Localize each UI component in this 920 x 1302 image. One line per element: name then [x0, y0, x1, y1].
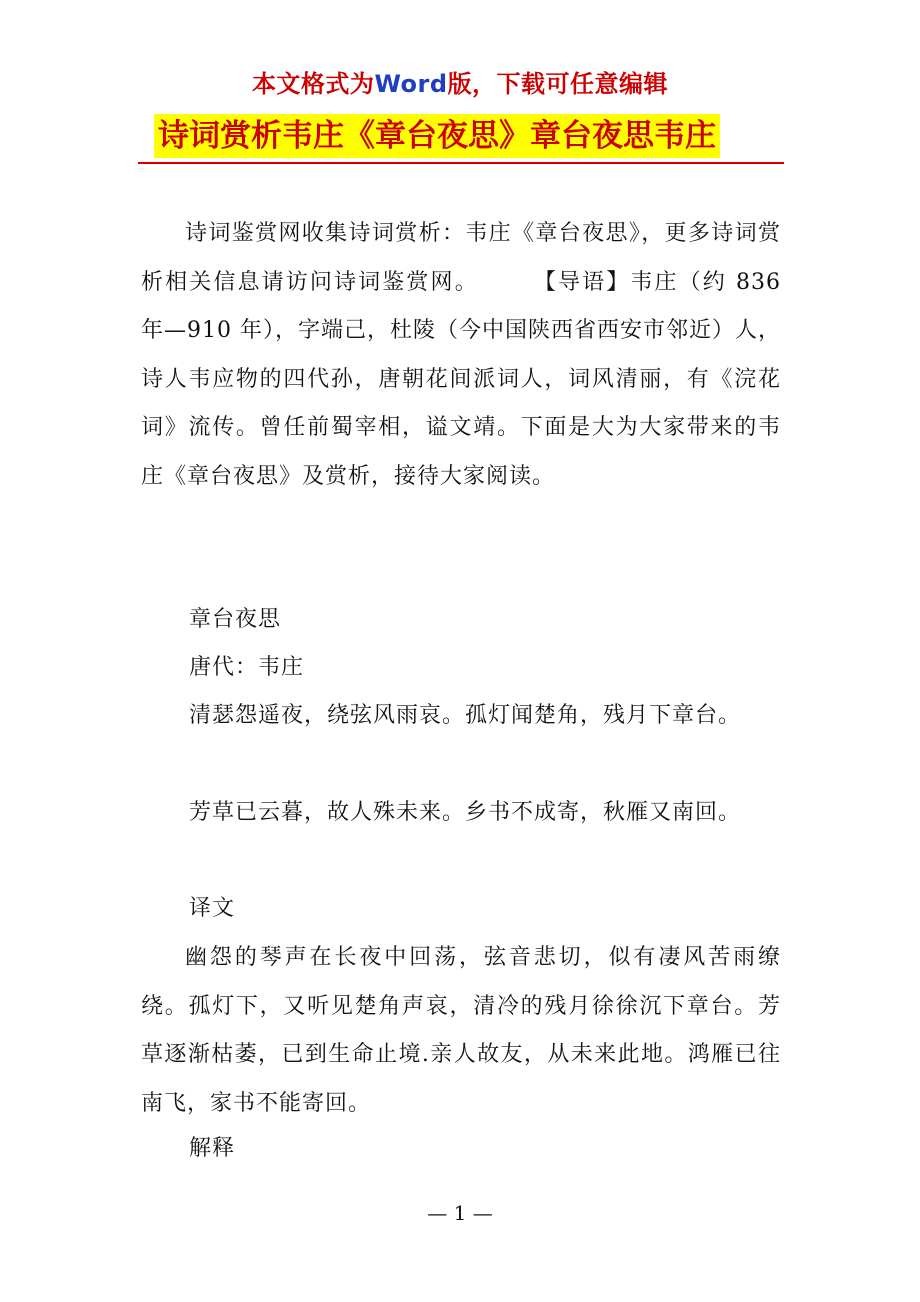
poem-title: 章台夜思	[189, 607, 282, 632]
translation-heading: 译文	[189, 896, 236, 921]
format-notice-word: Word	[374, 70, 448, 98]
intro-paragraph	[141, 210, 781, 501]
explanation-heading: 解释	[189, 1136, 236, 1161]
format-notice-prefix: 本文格式为	[251, 70, 375, 98]
title-block	[138, 110, 784, 164]
format-notice-suffix: 版，下载可任意编辑	[447, 70, 669, 98]
page-number: — 1 —	[427, 1201, 493, 1225]
poem-line-2: 芳草已云暮，故人殊未来。乡书不成寄，秋雁又南回。	[189, 800, 742, 825]
guide-text: 【导语】韦庄（约 836 年—910 年），字端己，杜陵（今中国陕西省西安市邻近）人，诗人韦应物的四代孙，唐朝花间派词人，词风清丽，有《浣花词》流传。曾任前蜀宰相，谥文靖。下面是大为大家带来的韦庄《章台夜思》及赏析，接待大家阅读。	[141, 269, 781, 489]
poem-line-1: 清瑟怨遥夜，绕弦风雨哀。孤灯闻楚角，残月下章台。	[189, 703, 742, 728]
intro-text: 诗词鉴赏网收集诗词赏析：韦庄《章台夜思》，更多诗词赏析相关信息请访问诗词鉴赏网。	[141, 221, 781, 295]
document-title: 诗词赏析韦庄《章台夜思》章台夜思韦庄	[154, 114, 720, 158]
poem-author: 唐代：韦庄	[189, 655, 305, 680]
translation-paragraph: 幽怨的琴声在长夜中回荡，弦音悲切，似有凄风苦雨缭绕。孤灯下，又听见楚角声哀，清冷的残月徐徐沉下章台。芳草逐渐枯萎，已到生命止境.亲人故友，从未来此地。鸿雁已往南飞，家书不能寄回。	[141, 945, 781, 1116]
format-notice-banner	[0, 66, 920, 102]
